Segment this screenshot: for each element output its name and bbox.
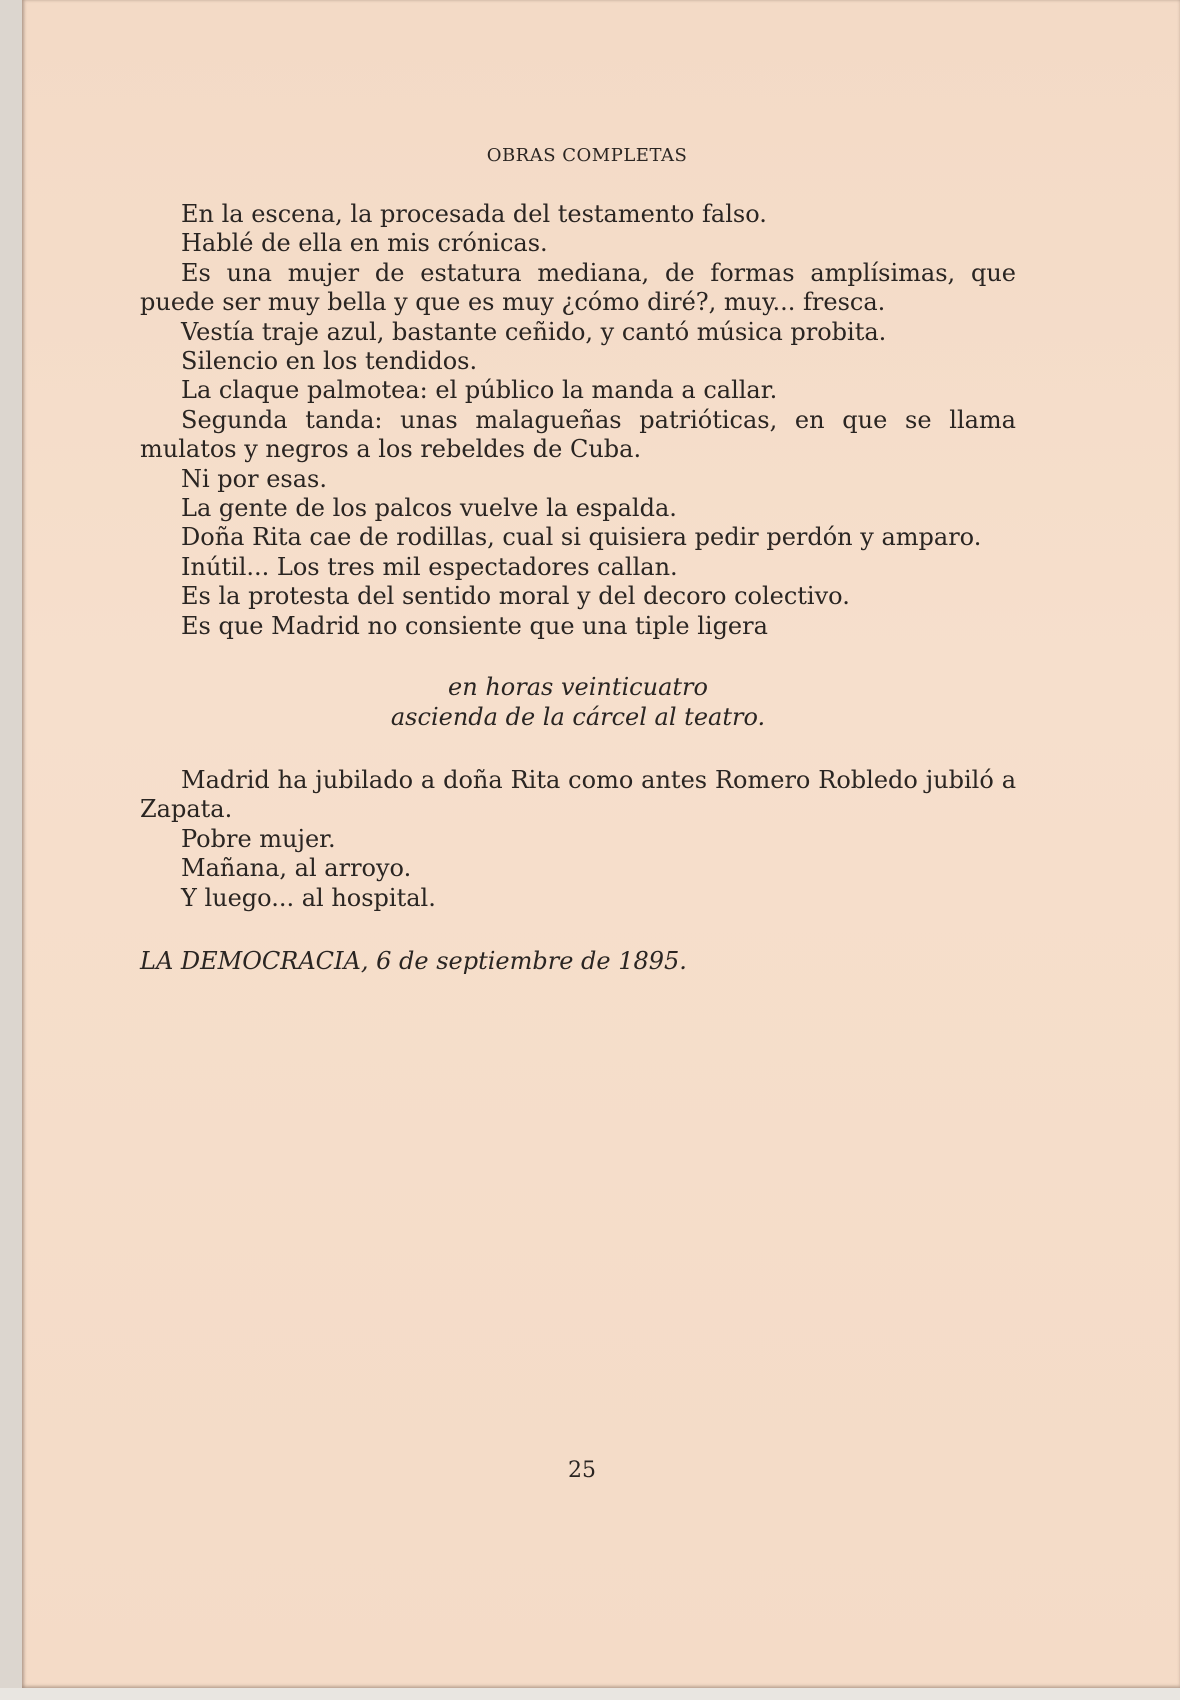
paragraph: Segunda tanda: unas malagueñas patrióticas, en que se llama mulatos y negros a los rebeldes de Cuba.	[140, 405, 1016, 464]
page-number: 25	[568, 1458, 596, 1483]
paragraph: Doña Rita cae de rodillas, cual si quisiera pedir perdón y amparo.	[181, 523, 982, 552]
source-citation: LA DEMOCRACIA, 6 de septiembre de 1895.	[140, 946, 687, 975]
running-head: OBRAS COMPLETAS	[486, 145, 688, 166]
paragraph: Pobre mujer.	[181, 824, 336, 853]
body-text	[140, 200, 1016, 976]
paragraph: La claque palmotea: el público la manda a callar.	[181, 376, 778, 405]
verse-line: ascienda de la cárcel al teatro.	[390, 702, 766, 731]
paragraph: La gente de los palcos vuelve la espalda.	[181, 494, 677, 523]
paragraph: Hablé de ella en mis crónicas.	[181, 229, 548, 258]
book-page	[22, 0, 1180, 1688]
paragraph: Es la protesta del sentido moral y del decoro colectivo.	[181, 582, 850, 611]
paragraph: Es que Madrid no consiente que una tiple ligera	[181, 611, 768, 640]
paragraph: Ni por esas.	[181, 464, 327, 493]
paragraph: Inútil... Los tres mil espectadores callan.	[181, 552, 678, 581]
paragraph: Silencio en los tendidos.	[181, 347, 478, 376]
verse-line: en horas veinticuatro	[448, 673, 708, 702]
page-edge	[0, 1688, 1180, 1700]
paragraph: Y luego... al hospital.	[181, 883, 436, 912]
paragraph: Mañana, al arroyo.	[181, 854, 412, 883]
paragraph: En la escena, la procesada del testamento falso.	[181, 200, 767, 228]
paragraph: Vestía traje azul, bastante ceñido, y cantó música probita.	[181, 317, 887, 346]
paragraph: Madrid ha jubilado a doña Rita como antes Romero Robledo jubiló a Zapata.	[140, 765, 1016, 824]
verse-quote	[140, 673, 1016, 732]
paragraph: Es una mujer de estatura mediana, de formas amplísimas, que puede ser muy bella y que es muy ¿cómo diré?, muy... fresca.	[140, 258, 1016, 317]
